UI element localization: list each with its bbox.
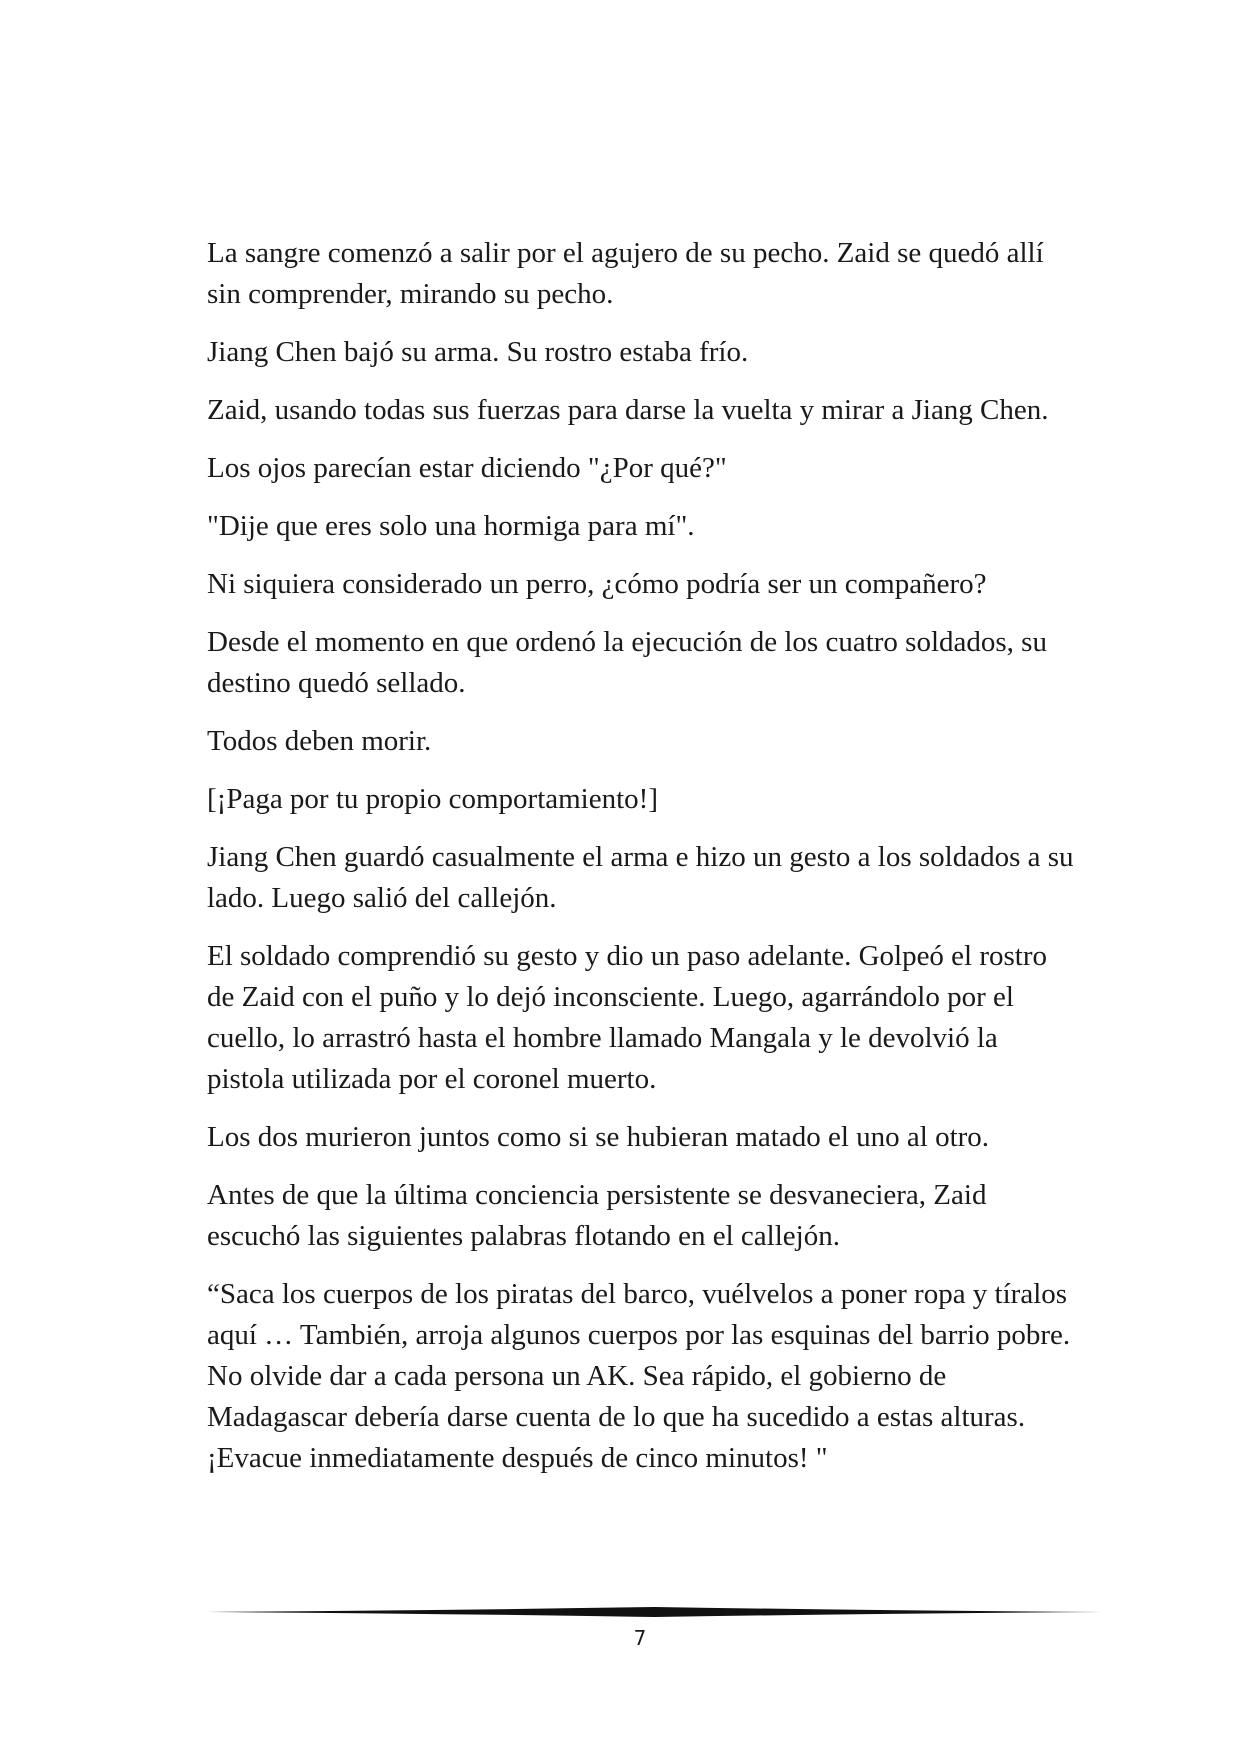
paragraph-6: Ni siquiera considerado un perro, ¿cómo podría ser un compañero? (207, 568, 987, 600)
paragraph-7: Desde el momento en que ordenó la ejecución de los cuatro soldados, su destino quedó sellado. (207, 626, 1047, 699)
paragraph-11: El soldado comprendió su gesto y dio un paso adelante. Golpeó el rostro de Zaid con el puño y lo dejó inconsciente. Luego, agarrándolo por el cuello, lo arrastró hasta el hombre llamado Mangala y le devolvió la pistola utilizada por el coronel muerto. (207, 940, 1048, 1095)
paragraph-2: Jiang Chen bajó su arma. Su rostro estaba frío. (207, 336, 749, 368)
body-text (207, 233, 1077, 1496)
paragraph-1: La sangre comenzó a salir por el agujero de su pecho. Zaid se quedó allí sin comprender, mirando su pecho. (207, 237, 1044, 310)
paragraph-8: Todos deben morir. (207, 725, 432, 757)
paragraph-9: [¡Paga por tu propio comportamiento!] (207, 783, 658, 815)
paragraph-13: Antes de que la última conciencia persistente se desvaneciera, Zaid escuchó las siguientes palabras flotando en el callejón. (207, 1179, 987, 1252)
paragraph-4: Los ojos parecían estar diciendo "¿Por qué?" (207, 452, 727, 484)
paragraph-3: Zaid, usando todas sus fuerzas para darse la vuelta y mirar a Jiang Chen. (207, 394, 1049, 426)
paragraph-14: “Saca los cuerpos de los piratas del barco, vuélvelos a poner ropa y tíralos aquí … También, arroja algunos cuerpos por las esquinas del barrio pobre. No olvide dar a cada persona un AK. Sea rápido, el gobierno de Madagascar debería darse cuenta de lo que ha sucedido a estas alturas. ¡Evacue inmediatamente después de cinco minutos! " (207, 1278, 1071, 1474)
paragraph-10: Jiang Chen guardó casualmente el arma e hizo un gesto a los soldados a su lado. Luego salió del callejón. (207, 841, 1074, 914)
page-number: 7 (633, 1626, 647, 1650)
footer-divider (207, 1605, 1103, 1619)
paragraph-12: Los dos murieron juntos como si se hubieran matado el uno al otro. (207, 1121, 990, 1153)
paragraph-5: "Dije que eres solo una hormiga para mí". (207, 510, 695, 542)
